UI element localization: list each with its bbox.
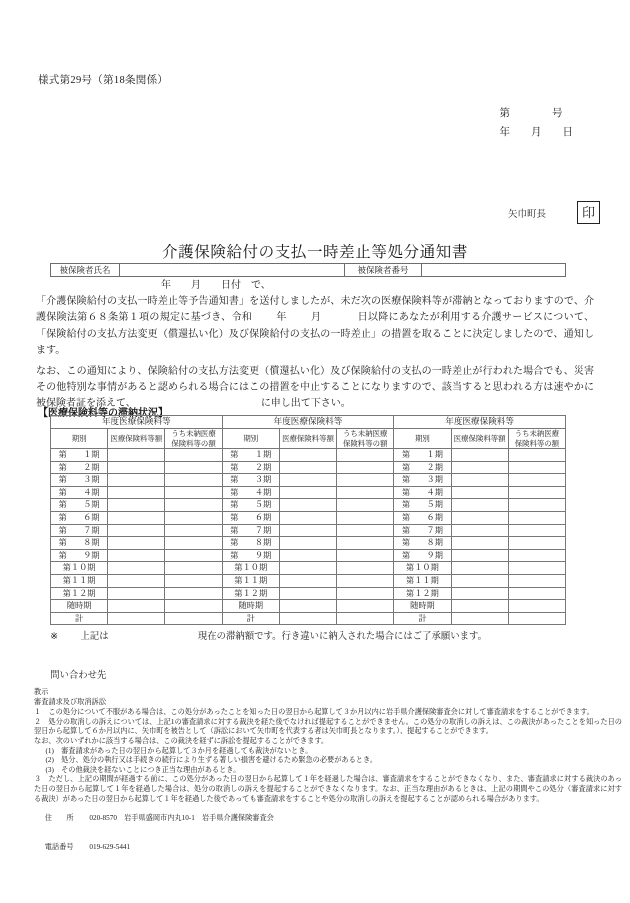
period-cell: 第 １期 xyxy=(51,449,108,462)
period-cell: 第 ６期 xyxy=(51,511,108,524)
amount-cell[interactable] xyxy=(451,562,508,575)
legal-item-2: ２ 処分の取消しの訴えについては、上記1の審査請求に対する裁決を経た後でなければ提起することができません。この処分の取消しの訴えは、この裁決があったことを知った日の翌日から起算して６か月以内に、矢巾町を被告として（訴訟において矢巾町を代表する者は矢巾町長となります。）、提起することができます。 xyxy=(34,717,622,736)
period-cell: 第 ８期 xyxy=(51,537,108,550)
main-paragraph-date-prefix: 年 月 日付 で、 xyxy=(161,280,271,291)
main-paragraph-month: 月 xyxy=(310,312,322,324)
amount-cell[interactable] xyxy=(451,511,508,524)
table-row xyxy=(51,524,566,537)
unpaid-amount-cell[interactable] xyxy=(337,574,394,587)
period-cell: 随時期 xyxy=(51,600,108,613)
unpaid-amount-cell[interactable] xyxy=(165,600,222,613)
amount-cell[interactable] xyxy=(108,562,165,575)
legal-heading-2: 審査請求及び取消訴訟 xyxy=(34,698,106,707)
unpaid-amount-cell[interactable] xyxy=(165,574,222,587)
period-cell: 計 xyxy=(394,612,451,625)
unpaid-amount-cell[interactable] xyxy=(508,499,565,512)
period-cell: 計 xyxy=(51,612,108,625)
amount-cell[interactable] xyxy=(108,499,165,512)
insured-name-label: 被保険者氏名 xyxy=(51,264,120,277)
period-cell: 第 ７期 xyxy=(222,524,279,537)
period-cell: 第 ８期 xyxy=(394,537,451,550)
unpaid-amount-cell[interactable] xyxy=(165,537,222,550)
document-date-line: 年 月 日 xyxy=(499,127,573,138)
amount-cell[interactable] xyxy=(108,474,165,487)
period-cell: 第 ７期 xyxy=(394,524,451,537)
amount-cell[interactable] xyxy=(451,486,508,499)
amount-cell[interactable] xyxy=(279,600,336,613)
table-row xyxy=(51,600,566,613)
amount-cell[interactable] xyxy=(108,549,165,562)
period-cell: 第 ５期 xyxy=(222,499,279,512)
amount-cell[interactable] xyxy=(108,600,165,613)
table-row xyxy=(51,511,566,524)
unpaid-amount-cell[interactable] xyxy=(165,524,222,537)
unpaid-amount-cell[interactable] xyxy=(508,524,565,537)
amount-cell[interactable] xyxy=(451,549,508,562)
col-header-unpaid-3 xyxy=(508,429,565,449)
unpaid-amount-cell[interactable] xyxy=(165,461,222,474)
col-header-unpaid-line1-3: うち未納医療 xyxy=(514,429,560,439)
insured-number-label: 被保険者番号 xyxy=(345,264,422,277)
main-paragraph-part2: 日以降にあなたが利用する介護サービスについて、「保険給付の支払方法変更（償還払い化）及び保険給付の支払の一時差止」の措置を取ることに決定しましたので、通知します。 xyxy=(36,312,595,356)
col-header-amount-3: 医療保険料等額 xyxy=(451,429,508,449)
col-header-period-2: 期別 xyxy=(222,429,279,449)
period-cell: 第 ４期 xyxy=(51,486,108,499)
unpaid-amount-cell[interactable] xyxy=(165,449,222,462)
amount-cell[interactable] xyxy=(279,461,336,474)
amount-cell[interactable] xyxy=(451,574,508,587)
amount-cell[interactable] xyxy=(108,524,165,537)
period-cell: 第 １期 xyxy=(394,449,451,462)
arrears-table-body xyxy=(51,449,566,625)
unpaid-amount-cell[interactable] xyxy=(165,562,222,575)
col-header-unpaid-2 xyxy=(337,429,394,449)
amount-cell[interactable] xyxy=(279,549,336,562)
unpaid-amount-cell[interactable] xyxy=(165,511,222,524)
unpaid-amount-cell[interactable] xyxy=(508,587,565,600)
note-paragraph-part1: なお、この通知により、保険給付の支払方法変更（償還払い化）及び保険給付の支払の一時差止が行われた場合でも、災害その他特別な事情があると認められる場合にはこの措置を中止することになりますので、該当すると思われる方は速やかに被保険者証を添えて、 xyxy=(36,366,594,410)
unpaid-amount-cell[interactable] xyxy=(337,461,394,474)
phone-value: 019-629-5441 xyxy=(89,842,131,851)
amount-cell[interactable] xyxy=(451,537,508,550)
amount-cell[interactable] xyxy=(451,524,508,537)
unpaid-amount-cell[interactable] xyxy=(337,486,394,499)
amount-cell[interactable] xyxy=(451,587,508,600)
main-paragraph-part1: 「介護保険給付の支払一時差止等予告通知書」を送付しましたが、未だ次の医療保険料等が滞納となっておりますので、介護保険法第６８条第１項の規定に基づき、令和 xyxy=(36,296,594,324)
document-meta xyxy=(500,104,574,142)
amount-cell[interactable] xyxy=(451,600,508,613)
footnote-mark: ※ xyxy=(50,632,58,642)
period-cell: 第 ４期 xyxy=(222,486,279,499)
amount-cell[interactable] xyxy=(108,574,165,587)
legal-sub-item-2: (2) 処分、処分の執行又は手続きの続行により生ずる著しい損害を避けるため緊急の必要があるとき。 xyxy=(45,756,378,765)
period-cell: 第１１期 xyxy=(222,574,279,587)
period-cell: 第１０期 xyxy=(51,562,108,575)
group-header-1: 年度医療保険料等 xyxy=(51,416,223,429)
legal-item-1: １ この処分について不服がある場合は、この処分があったことを知った日の翌日から起算して３か月以内に岩手県介護保険審査会に対して審査請求をすることができます。 xyxy=(34,708,594,717)
period-cell: 第 ２期 xyxy=(222,461,279,474)
insured-name-value[interactable] xyxy=(120,264,345,277)
address-value: 020-8570 岩手県盛岡市内丸10-1 岩手県介護保険審査会 xyxy=(89,813,274,822)
legal-sub-item-3: (3) その他裁決を経ないことにつき正当な理由があるとき。 xyxy=(45,765,241,774)
amount-cell[interactable] xyxy=(279,486,336,499)
group-header-3: 年度医療保険料等 xyxy=(394,416,566,429)
table-row xyxy=(51,562,566,575)
period-cell: 第１０期 xyxy=(394,562,451,575)
amount-cell[interactable] xyxy=(451,474,508,487)
period-cell: 第 ８期 xyxy=(222,537,279,550)
amount-cell[interactable] xyxy=(108,511,165,524)
amount-cell[interactable] xyxy=(279,574,336,587)
table-row xyxy=(51,449,566,462)
legal-heading-1: 教示 xyxy=(34,688,49,696)
period-cell: 第１２期 xyxy=(394,587,451,600)
unpaid-amount-cell[interactable] xyxy=(508,549,565,562)
amount-cell[interactable] xyxy=(108,537,165,550)
col-header-period-3: 期別 xyxy=(394,429,451,449)
table-row xyxy=(51,499,566,512)
period-cell: 第 １期 xyxy=(222,449,279,462)
unpaid-amount-cell[interactable] xyxy=(337,537,394,550)
legal-item-3: ３ ただし、上記の期間が経過する前に、この処分があった日の翌日から起算して１年を経過した場合は、審査請求をすることができなくなり、また、審査請求に対する裁決のあった日の翌日から起算して１年を経過した場合は、処分の取消しの訴えを提起することができなくなります。なお、正当な理由があるときは、上記の期間やこの処分（審査請求に対する裁決）があった日の翌日から起算して１年を経過した後であっても審査請求をすることや処分の取消しの訴えを提起することが認められる場合があります。 xyxy=(34,775,622,803)
unpaid-amount-cell[interactable] xyxy=(337,474,394,487)
issuer-block xyxy=(508,201,600,224)
legal-address-line xyxy=(34,804,622,833)
arrears-footnote-line xyxy=(36,618,596,657)
amount-cell[interactable] xyxy=(451,449,508,462)
period-cell: 第 ２期 xyxy=(51,461,108,474)
unpaid-amount-cell[interactable] xyxy=(337,449,394,462)
note-paragraph-part2: に申し出て下さい。 xyxy=(260,398,351,410)
period-cell: 第１０期 xyxy=(222,562,279,575)
period-cell: 随時期 xyxy=(394,600,451,613)
unpaid-amount-cell[interactable] xyxy=(508,562,565,575)
unpaid-amount-cell[interactable] xyxy=(337,600,394,613)
unpaid-amount-cell[interactable] xyxy=(508,574,565,587)
col-header-unpaid-line2-3: 保険料等の額 xyxy=(514,438,560,448)
amount-cell[interactable] xyxy=(451,499,508,512)
contact-label: 問い合わせ先 xyxy=(50,671,107,681)
period-cell: 第 ９期 xyxy=(394,549,451,562)
col-header-amount-1: 医療保険料等額 xyxy=(108,429,165,449)
arrears-footnote xyxy=(36,618,596,696)
period-cell: 第１２期 xyxy=(222,587,279,600)
seal-stamp-icon: 印 xyxy=(577,201,600,224)
page-title: 介護保険給付の支払一時差止等処分通知書 xyxy=(162,244,468,261)
period-cell: 第 ６期 xyxy=(394,511,451,524)
table-row xyxy=(51,574,566,587)
period-cell: 第１１期 xyxy=(394,574,451,587)
col-header-unpaid-line2-2: 保険料等の額 xyxy=(343,438,388,448)
unpaid-amount-cell[interactable] xyxy=(165,486,222,499)
unpaid-amount-cell[interactable] xyxy=(165,549,222,562)
arrears-group-header-row xyxy=(51,416,566,429)
unpaid-amount-cell[interactable] xyxy=(165,587,222,600)
col-header-unpaid-line2-1: 保険料等の額 xyxy=(171,438,216,448)
amount-cell[interactable] xyxy=(108,461,165,474)
arrears-table xyxy=(50,415,566,625)
period-cell: 第 ５期 xyxy=(394,499,451,512)
unpaid-amount-cell[interactable] xyxy=(165,474,222,487)
period-cell: 第 ９期 xyxy=(51,549,108,562)
form-number: 様式第29号（第18条関係） xyxy=(38,75,169,86)
period-cell: 第 ６期 xyxy=(222,511,279,524)
amount-cell[interactable] xyxy=(451,461,508,474)
amount-cell[interactable] xyxy=(279,587,336,600)
legal-item-2-note: なお、次のいずれかに該当する場合は、この裁決を経ずに訴訟を提起することができます。 xyxy=(34,736,329,745)
address-label: 住 所 xyxy=(44,813,74,822)
unpaid-amount-cell[interactable] xyxy=(337,587,394,600)
col-header-amount-2: 医療保険料等額 xyxy=(279,429,336,449)
unpaid-amount-cell[interactable] xyxy=(337,562,394,575)
period-cell: 第 ３期 xyxy=(394,474,451,487)
col-header-period-1: 期別 xyxy=(51,429,108,449)
unpaid-amount-cell[interactable] xyxy=(165,499,222,512)
main-paragraph xyxy=(36,278,594,359)
table-row xyxy=(51,587,566,600)
footnote-suffix: 現在の滞納額です。行き違いに納入された場合にはご了承願います。 xyxy=(197,632,488,642)
insured-person-table xyxy=(50,263,566,277)
amount-cell[interactable] xyxy=(279,449,336,462)
period-cell: 第１１期 xyxy=(51,574,108,587)
arrears-section-heading: 【医療保険料等の滞納状況】 xyxy=(38,408,168,419)
period-cell: 第 ７期 xyxy=(51,524,108,537)
amount-cell[interactable] xyxy=(108,486,165,499)
col-header-unpaid-line1-2: うち未納医療 xyxy=(343,429,388,439)
footnote-prefix: 上記は xyxy=(80,632,109,642)
period-cell: 第 ２期 xyxy=(394,461,451,474)
period-cell: 計 xyxy=(222,612,279,625)
amount-cell[interactable] xyxy=(279,499,336,512)
unpaid-amount-cell[interactable] xyxy=(337,524,394,537)
legal-notice-block xyxy=(34,688,622,862)
group-header-2: 年度医療保険料等 xyxy=(222,416,394,429)
amount-cell[interactable] xyxy=(279,562,336,575)
unpaid-amount-cell[interactable] xyxy=(508,600,565,613)
amount-cell[interactable] xyxy=(279,537,336,550)
main-paragraph-year: 年 xyxy=(276,312,287,324)
period-cell: 第１２期 xyxy=(51,587,108,600)
amount-cell[interactable] xyxy=(279,474,336,487)
amount-cell[interactable] xyxy=(108,449,165,462)
table-row xyxy=(51,537,566,550)
period-cell: 第 ９期 xyxy=(222,549,279,562)
col-header-unpaid-1 xyxy=(165,429,222,449)
unpaid-amount-cell[interactable] xyxy=(508,474,565,487)
table-row xyxy=(51,474,566,487)
unpaid-amount-cell[interactable] xyxy=(508,511,565,524)
legal-phone-line xyxy=(34,833,622,862)
period-cell: 第 ４期 xyxy=(394,486,451,499)
period-cell: 第 ３期 xyxy=(222,474,279,487)
unpaid-amount-cell[interactable] xyxy=(337,511,394,524)
table-row xyxy=(51,486,566,499)
col-header-unpaid-line1-1: うち未納医療 xyxy=(171,429,216,439)
amount-cell[interactable] xyxy=(279,511,336,524)
amount-cell[interactable] xyxy=(279,524,336,537)
period-cell: 随時期 xyxy=(222,600,279,613)
amount-cell[interactable] xyxy=(108,587,165,600)
issuer-name: 矢巾町長 xyxy=(507,209,546,220)
period-cell: 第 ５期 xyxy=(51,499,108,512)
unpaid-amount-cell[interactable] xyxy=(337,549,394,562)
table-row xyxy=(51,549,566,562)
document-number-line: 第 号 xyxy=(499,108,563,119)
table-row xyxy=(51,461,566,474)
legal-sub-item-1: (1) 審査請求があった日の翌日から起算して３か月を経過しても裁決がないとき。 xyxy=(45,746,313,755)
arrears-column-header-row xyxy=(51,429,566,449)
table-row xyxy=(51,264,566,277)
unpaid-amount-cell[interactable] xyxy=(508,537,565,550)
phone-label: 電話番号 xyxy=(44,842,74,851)
insured-number-value[interactable] xyxy=(422,264,566,277)
unpaid-amount-cell[interactable] xyxy=(508,461,565,474)
unpaid-amount-cell[interactable] xyxy=(508,449,565,462)
period-cell: 第 ３期 xyxy=(51,474,108,487)
unpaid-amount-cell[interactable] xyxy=(508,486,565,499)
unpaid-amount-cell[interactable] xyxy=(337,499,394,512)
